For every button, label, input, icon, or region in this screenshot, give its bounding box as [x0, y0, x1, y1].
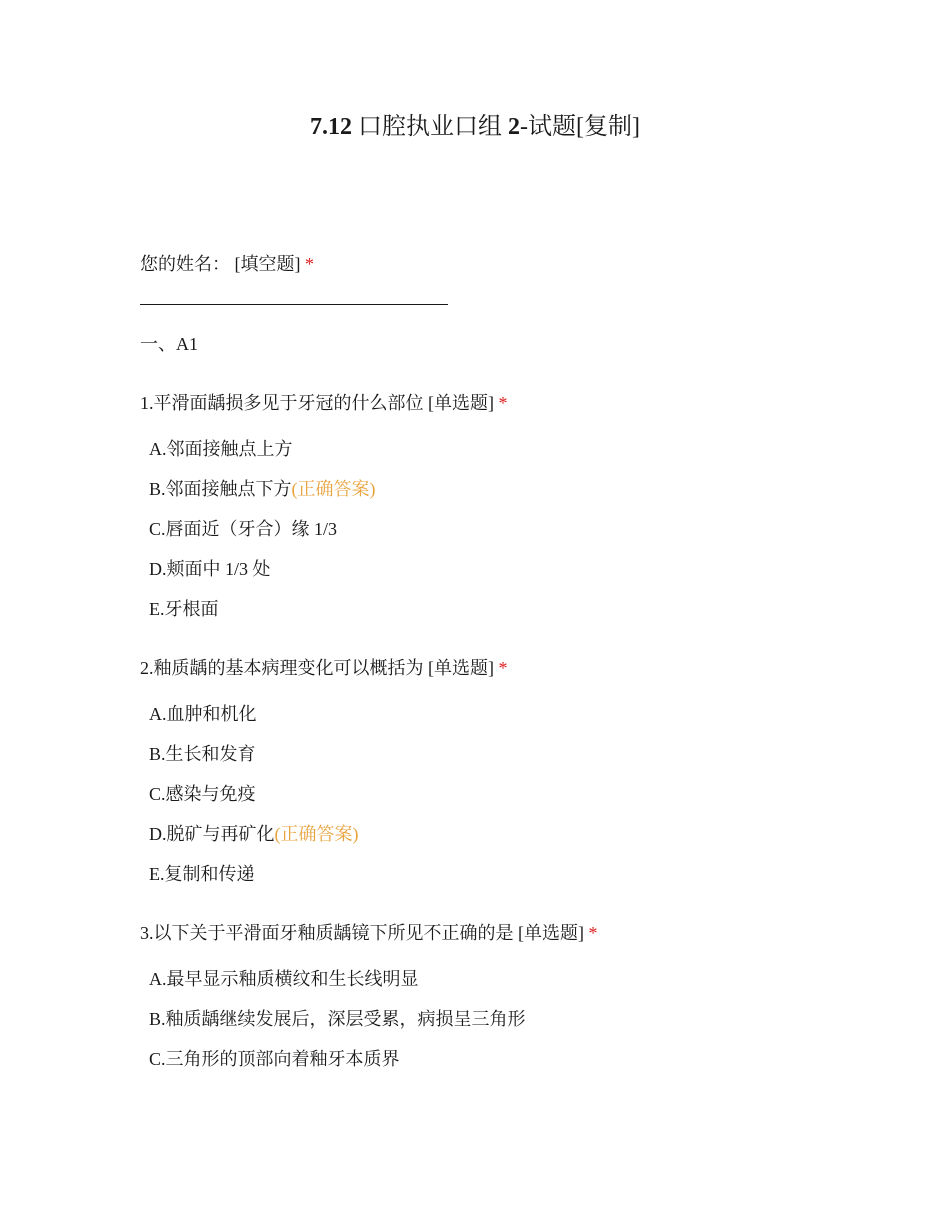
correct-answer-label: (正确答案) [274, 824, 359, 844]
required-mark: * [588, 923, 598, 943]
option-item[interactable] [149, 740, 840, 768]
option-item[interactable] [149, 555, 840, 583]
question-type-tag: [单选题] [428, 658, 494, 678]
question-type-tag: [填空题] [234, 254, 301, 274]
question-2 [140, 654, 840, 888]
question-3 [140, 919, 840, 1073]
title-number-2: 2 [508, 114, 520, 140]
option-list [140, 700, 840, 888]
option-item[interactable] [149, 595, 840, 623]
survey-content [140, 250, 840, 1073]
option-text: B.邻面接触点下方 [149, 479, 292, 499]
name-question [140, 250, 840, 305]
question-text: 1.平滑面龋损多见于牙冠的什么部位 [140, 393, 424, 413]
option-text: E.复制和传递 [149, 864, 255, 884]
option-item[interactable] [149, 475, 840, 503]
option-item[interactable] [149, 780, 840, 808]
question-type-tag: [单选题] [428, 393, 494, 413]
question-title [140, 919, 840, 947]
required-mark: * [305, 254, 314, 274]
question-type-tag: [单选题] [518, 923, 584, 943]
option-list [140, 965, 840, 1073]
section-heading: 一、A1 [140, 334, 198, 354]
option-item[interactable] [149, 515, 840, 543]
option-text: A.邻面接触点上方 [149, 439, 293, 459]
question-title [140, 654, 840, 682]
question-title [140, 389, 840, 417]
option-text: A.最早显示釉质横纹和生长线明显 [149, 969, 419, 989]
option-item[interactable] [149, 1045, 840, 1073]
title-number: 7.12 [310, 114, 352, 140]
name-label: 您的姓名： [140, 254, 230, 274]
option-text: B.釉质龋继续发展后，深层受累，病损呈三角形 [149, 1009, 526, 1029]
title-bracket: [复制] [576, 114, 640, 140]
name-fill-blank[interactable] [140, 304, 448, 305]
title-text: 口腔执业口组 [358, 114, 502, 140]
name-question-label [140, 250, 840, 278]
option-item[interactable] [149, 820, 840, 848]
option-text: A.血肿和机化 [149, 704, 257, 724]
option-item[interactable] [149, 965, 840, 993]
option-text: E.牙根面 [149, 599, 219, 619]
correct-answer-label: (正确答案) [291, 479, 376, 499]
title-suffix: -试题 [520, 114, 576, 140]
option-text: C.唇面近（牙合）缘 1/3 [149, 519, 338, 539]
option-text: D.颊面中 1/3 处 [149, 559, 271, 579]
option-list [140, 435, 840, 623]
option-item[interactable] [149, 860, 840, 888]
question-1 [140, 389, 840, 623]
option-text: C.感染与免疫 [149, 784, 256, 804]
option-item[interactable] [149, 435, 840, 463]
question-text: 2.釉质龋的基本病理变化可以概括为 [140, 658, 424, 678]
required-mark: * [498, 658, 508, 678]
required-mark: * [498, 393, 508, 413]
option-item[interactable] [149, 700, 840, 728]
option-item[interactable] [149, 1005, 840, 1033]
page-title [0, 110, 950, 144]
option-text: D.脱矿与再矿化 [149, 824, 275, 844]
option-text: C.三角形的顶部向着釉牙本质界 [149, 1049, 400, 1069]
question-text: 3.以下关于平滑面牙釉质龋镜下所见不正确的是 [140, 923, 514, 943]
option-text: B.生长和发育 [149, 744, 256, 764]
